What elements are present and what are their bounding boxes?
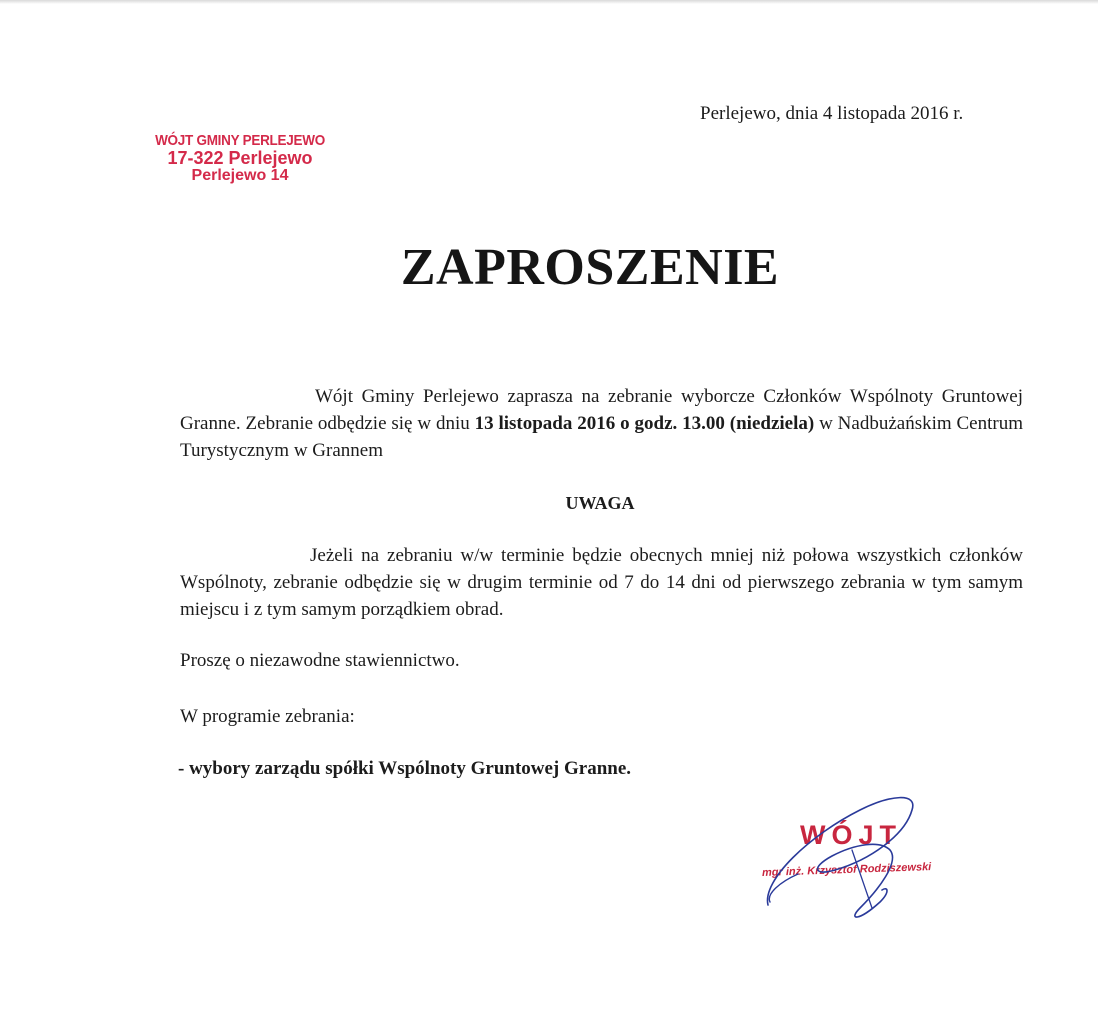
sender-stamp-line2: 17-322 Perlejewo bbox=[167, 147, 313, 168]
sender-stamp-line1: WÓJT GMINY PERLEJEWO bbox=[155, 132, 325, 149]
sender-stamp bbox=[140, 133, 340, 184]
attendance-request: Proszę o niezawodne stawiennictwo. bbox=[180, 650, 460, 671]
meeting-place: w Nadbużańskim Centrum Turystycznym w Grannem bbox=[180, 413, 1024, 461]
warning-heading: UWAGA bbox=[565, 493, 635, 513]
meeting-date: 13 listopada 2016 bbox=[474, 413, 616, 434]
agenda-item: - wybory zarządu spółki Wspólnoty Gruntowej Granne. bbox=[178, 758, 632, 779]
invitation-text-1: Wójt Gminy Perlejewo zaprasza na zebranie wyborcze Członków Wspólnoty Gruntowej Granne. Zebranie odbędzie się w dniu bbox=[180, 386, 1023, 434]
document-title: ZAPROSZENIE bbox=[400, 239, 780, 296]
scan-edge bbox=[0, 0, 1098, 4]
handwritten-signature bbox=[740, 790, 970, 930]
meeting-day: (niedziela) bbox=[729, 413, 815, 434]
signature-stamp-name: mgr inż. Krzysztof Rodziszewski bbox=[761, 861, 932, 879]
meeting-time: o godz. 13.00 bbox=[615, 413, 725, 434]
invitation-paragraph bbox=[180, 383, 1023, 464]
signature-stamp-title: WÓJT bbox=[800, 820, 902, 850]
sender-stamp-line3: Perlejewo 14 bbox=[191, 166, 289, 184]
warning-paragraph: Jeżeli na zebraniu w/w terminie będzie obecnych mniej niż połowa wszystkich członków Wspólnoty, zebranie odbędzie się w drugim terminie od 7 do 14 dni od pierwszego zebrania w tym samym miejscu i z tym samym porządkiem obrad. bbox=[180, 545, 1023, 620]
place-and-date: Perlejewo, dnia 4 listopada 2016 r. bbox=[700, 103, 964, 124]
agenda-label: W programie zebrania: bbox=[180, 706, 355, 727]
signature-block bbox=[740, 790, 970, 930]
